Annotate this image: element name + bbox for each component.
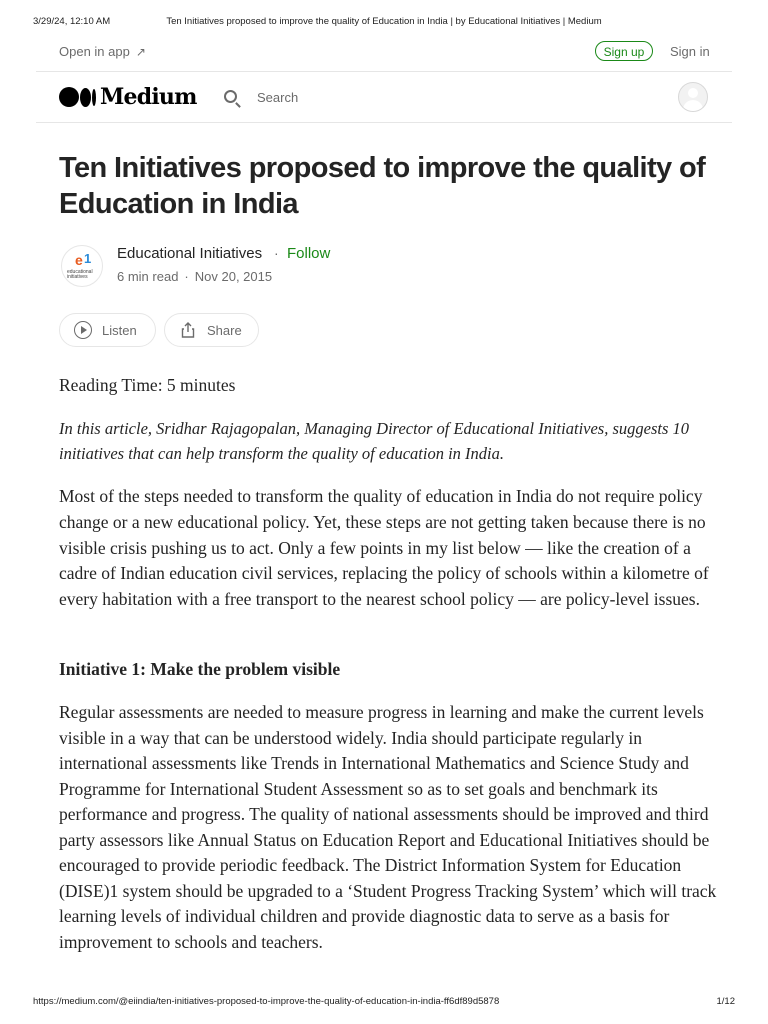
reading-time-line: Reading Time: 5 minutes bbox=[59, 375, 236, 395]
body-paragraph: Regular assessments are needed to measure progress in learning and make the current levels visible in a way that can be understood widely. India should participate regularly in international assessments like Trends in International Mathematics and Science Study and Programme for International Student Assessment so as to set goals and benchmark its performance and progress. The quality of national assessments should be improved and third party assessors like Annual Status on Education Report and Educational Initiatives should be encouraged to provide periodic feedback. The District Information System for Education (DISE)1 system should be upgraded to a ‘Student Progress Tracking System’ which will track learning levels of individual children and provide diagnostic data to serve as a basis for improvement to schools and teachers. bbox=[59, 702, 717, 952]
share-label: Share bbox=[207, 322, 242, 338]
medium-logo-icon bbox=[59, 87, 96, 107]
print-header bbox=[0, 16, 768, 30]
medium-logo-text: Medium bbox=[100, 84, 197, 110]
author-avatar[interactable]: e 1 educational initiatives bbox=[61, 245, 103, 287]
play-icon bbox=[74, 321, 92, 339]
listen-button[interactable] bbox=[59, 313, 156, 347]
search-icon bbox=[224, 90, 237, 103]
share-icon bbox=[179, 321, 197, 339]
author-name-link[interactable]: Educational Initiatives bbox=[117, 245, 263, 262]
body-paragraph: Most of the steps needed to transform the quality of education in India do not require policy change or a new educational policy. Yet, these steps are not getting taken because there is no visible crisis pushing us to act. Only a few points in my list below — like the creation of a cadre of Indian education civil services, replacing the policy of schools within a kilometre of every habitation with a free transport to the nearest school policy — are policy-level issues. bbox=[59, 486, 709, 610]
publish-date: Nov 20, 2015 bbox=[194, 269, 273, 284]
print-title: Ten Initiatives proposed to improve the quality of Education in India | by Educational Initiatives | Medium bbox=[166, 16, 602, 27]
meta-separator: · bbox=[184, 269, 189, 284]
top-bar bbox=[36, 43, 732, 72]
separator-dot: · bbox=[274, 245, 279, 261]
sign-up-button[interactable]: Sign up bbox=[595, 41, 653, 61]
medium-logo[interactable] bbox=[59, 84, 197, 110]
arrow-up-right-icon: ↗ bbox=[135, 45, 146, 59]
share-button[interactable] bbox=[164, 313, 259, 347]
open-in-app-link[interactable] bbox=[59, 44, 146, 59]
intro-paragraph: In this article, Sridhar Rajagopalan, Managing Director of Educational Initiatives, suggests 10 initiatives that can help transform the quality of education in India. bbox=[59, 419, 690, 463]
sign-in-link[interactable]: Sign in bbox=[670, 44, 710, 59]
follow-button[interactable]: Follow bbox=[287, 245, 331, 262]
open-in-app-label: Open in app bbox=[59, 44, 130, 59]
print-page-number: 1/12 bbox=[716, 996, 735, 1007]
main-nav bbox=[36, 72, 732, 123]
search-input[interactable]: Search bbox=[257, 90, 299, 105]
article-meta bbox=[117, 269, 272, 284]
article-title: Ten Initiatives proposed to improve the quality of Education in India bbox=[59, 152, 706, 220]
section-heading: Initiative 1: Make the problem visible bbox=[59, 659, 341, 679]
avatar-icon[interactable] bbox=[678, 82, 708, 112]
read-time: 6 min read bbox=[117, 269, 179, 284]
print-date: 3/29/24, 12:10 AM bbox=[33, 16, 111, 27]
search-box[interactable] bbox=[224, 88, 298, 105]
listen-label: Listen bbox=[102, 322, 137, 338]
print-url: https://medium.com/@eiindia/ten-initiatives-proposed-to-improve-the-quality-of-education-in-india-ff6df89d5878 bbox=[33, 996, 500, 1007]
